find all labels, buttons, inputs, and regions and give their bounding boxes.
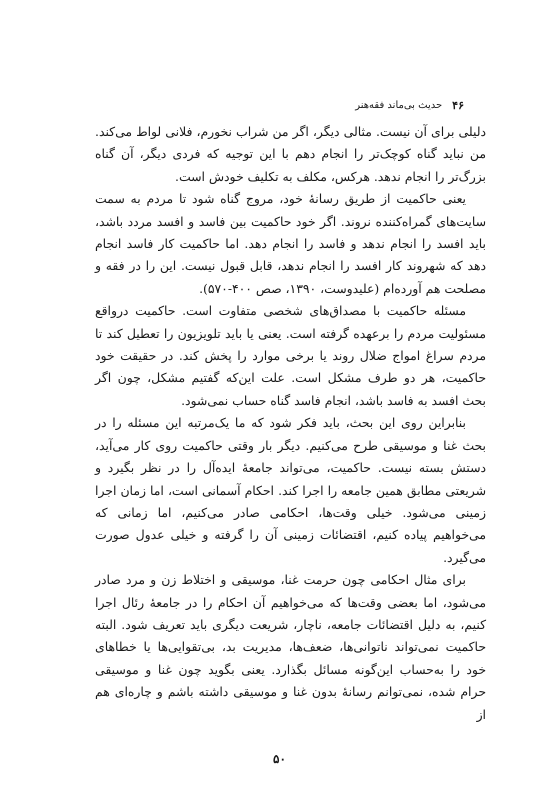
- paragraph: دلیلی برای آن نیست. مثالی دیگر، اگر من شراب نخورم، فلانی لواط می‌کند. من نباید گناه کوچک‌تر را انجام دهم با این توجیه که فردی دیگر، آن گناه بزرگ‌تر را انجام ندهد. هرکس، مکلف به تکلیف خودش است.: [95, 124, 486, 184]
- header-book-title: حدیث بی‌ماند فقه‌هنر: [355, 99, 443, 111]
- paragraph: یعنی حاکمیت از طریق رسانهٔ خود، مروج گناه شود تا مردم به سمت سایت‌های گمراه‌کننده نروند. اگر خود حاکمیت بین فاسد و افسد مردد باشد، باید افسد را انجام ندهد و فاسد را انجام دهد. اما حاکمیت کار فاسد انجام دهد که شهروند کار افسد را انجام ندهد، قابل قبول نیست. این را در فقه و مصلحت هم آورده‌ام (علیدوست، ۱۳۹۰، صص ۴۰۰-۵۷۰).: [95, 191, 486, 296]
- body-text: [95, 121, 486, 726]
- paragraph: مسئله حاکمیت با مصداق‌های شخصی متفاوت است. حاکمیت درواقع مسئولیت مردم را برعهده گرفته است. یعنی یا باید تلویزیون را تعطیل کند تا مردم سراغ امواج ضلال روند یا برخی موارد را پخش کند. در حقیقت خود حاکمیت، هر دو طرف مشکل است. علت این‌که گفتیم مشکل، چون اگر بحث افسد به فاسد باشد، انجام فاسد گناه حساب نمی‌شود.: [95, 303, 486, 408]
- header-page-number: ۴۶: [452, 98, 464, 112]
- paragraph: برای مثال احکامی چون حرمت غنا، موسیقی و اختلاط زن و مرد صادر می‌شود، اما بعضی وقت‌ها که می‌خواهیم آن احکام را در جامعهٔ رئال اجرا کنیم، به دلیل اقتضائات جامعه، ناچار، شریعت دیگری باید تعریف شود. البته حاکمیت نمی‌تواند ناتوانی‌ها، ضعف‌ها، مدیریت بد، بی‌تقوایی‌ها یا خطاهای خود را به‌حساب این‌گونه مسائل بگذارد. یعنی بگوید چون غنا و موسیقی حرام شده، نمی‌توانم رسانهٔ بدون غنا و موسیقی داشته باشم و چاره‌ای هم از: [95, 572, 486, 722]
- paragraph: بنابراین روی این بحث، باید فکر شود که ما یک‌مرتبه این مسئله را در بحث غنا و موسیقی طرح می‌کنیم. دیگر بار وقتی حاکمیت روی کار می‌آید، دستش بسته نیست. حاکمیت، می‌تواند جامعهٔ ایده‌آل را در نظر بگیرد و شریعتی مطابق همین جامعه را اجرا کند. احکام آسمانی است، اما زمان اجرا زمینی می‌شود. خیلی وقت‌ها، احکامی صادر می‌کنیم، اما زمانی که می‌خواهیم پیاده کنیم، اقتضائات زمینی آن را گرفته و خیلی عدول صورت می‌گیرد.: [95, 415, 486, 565]
- footer-page-number: ۵۰: [273, 752, 286, 766]
- running-header: [84, 96, 464, 114]
